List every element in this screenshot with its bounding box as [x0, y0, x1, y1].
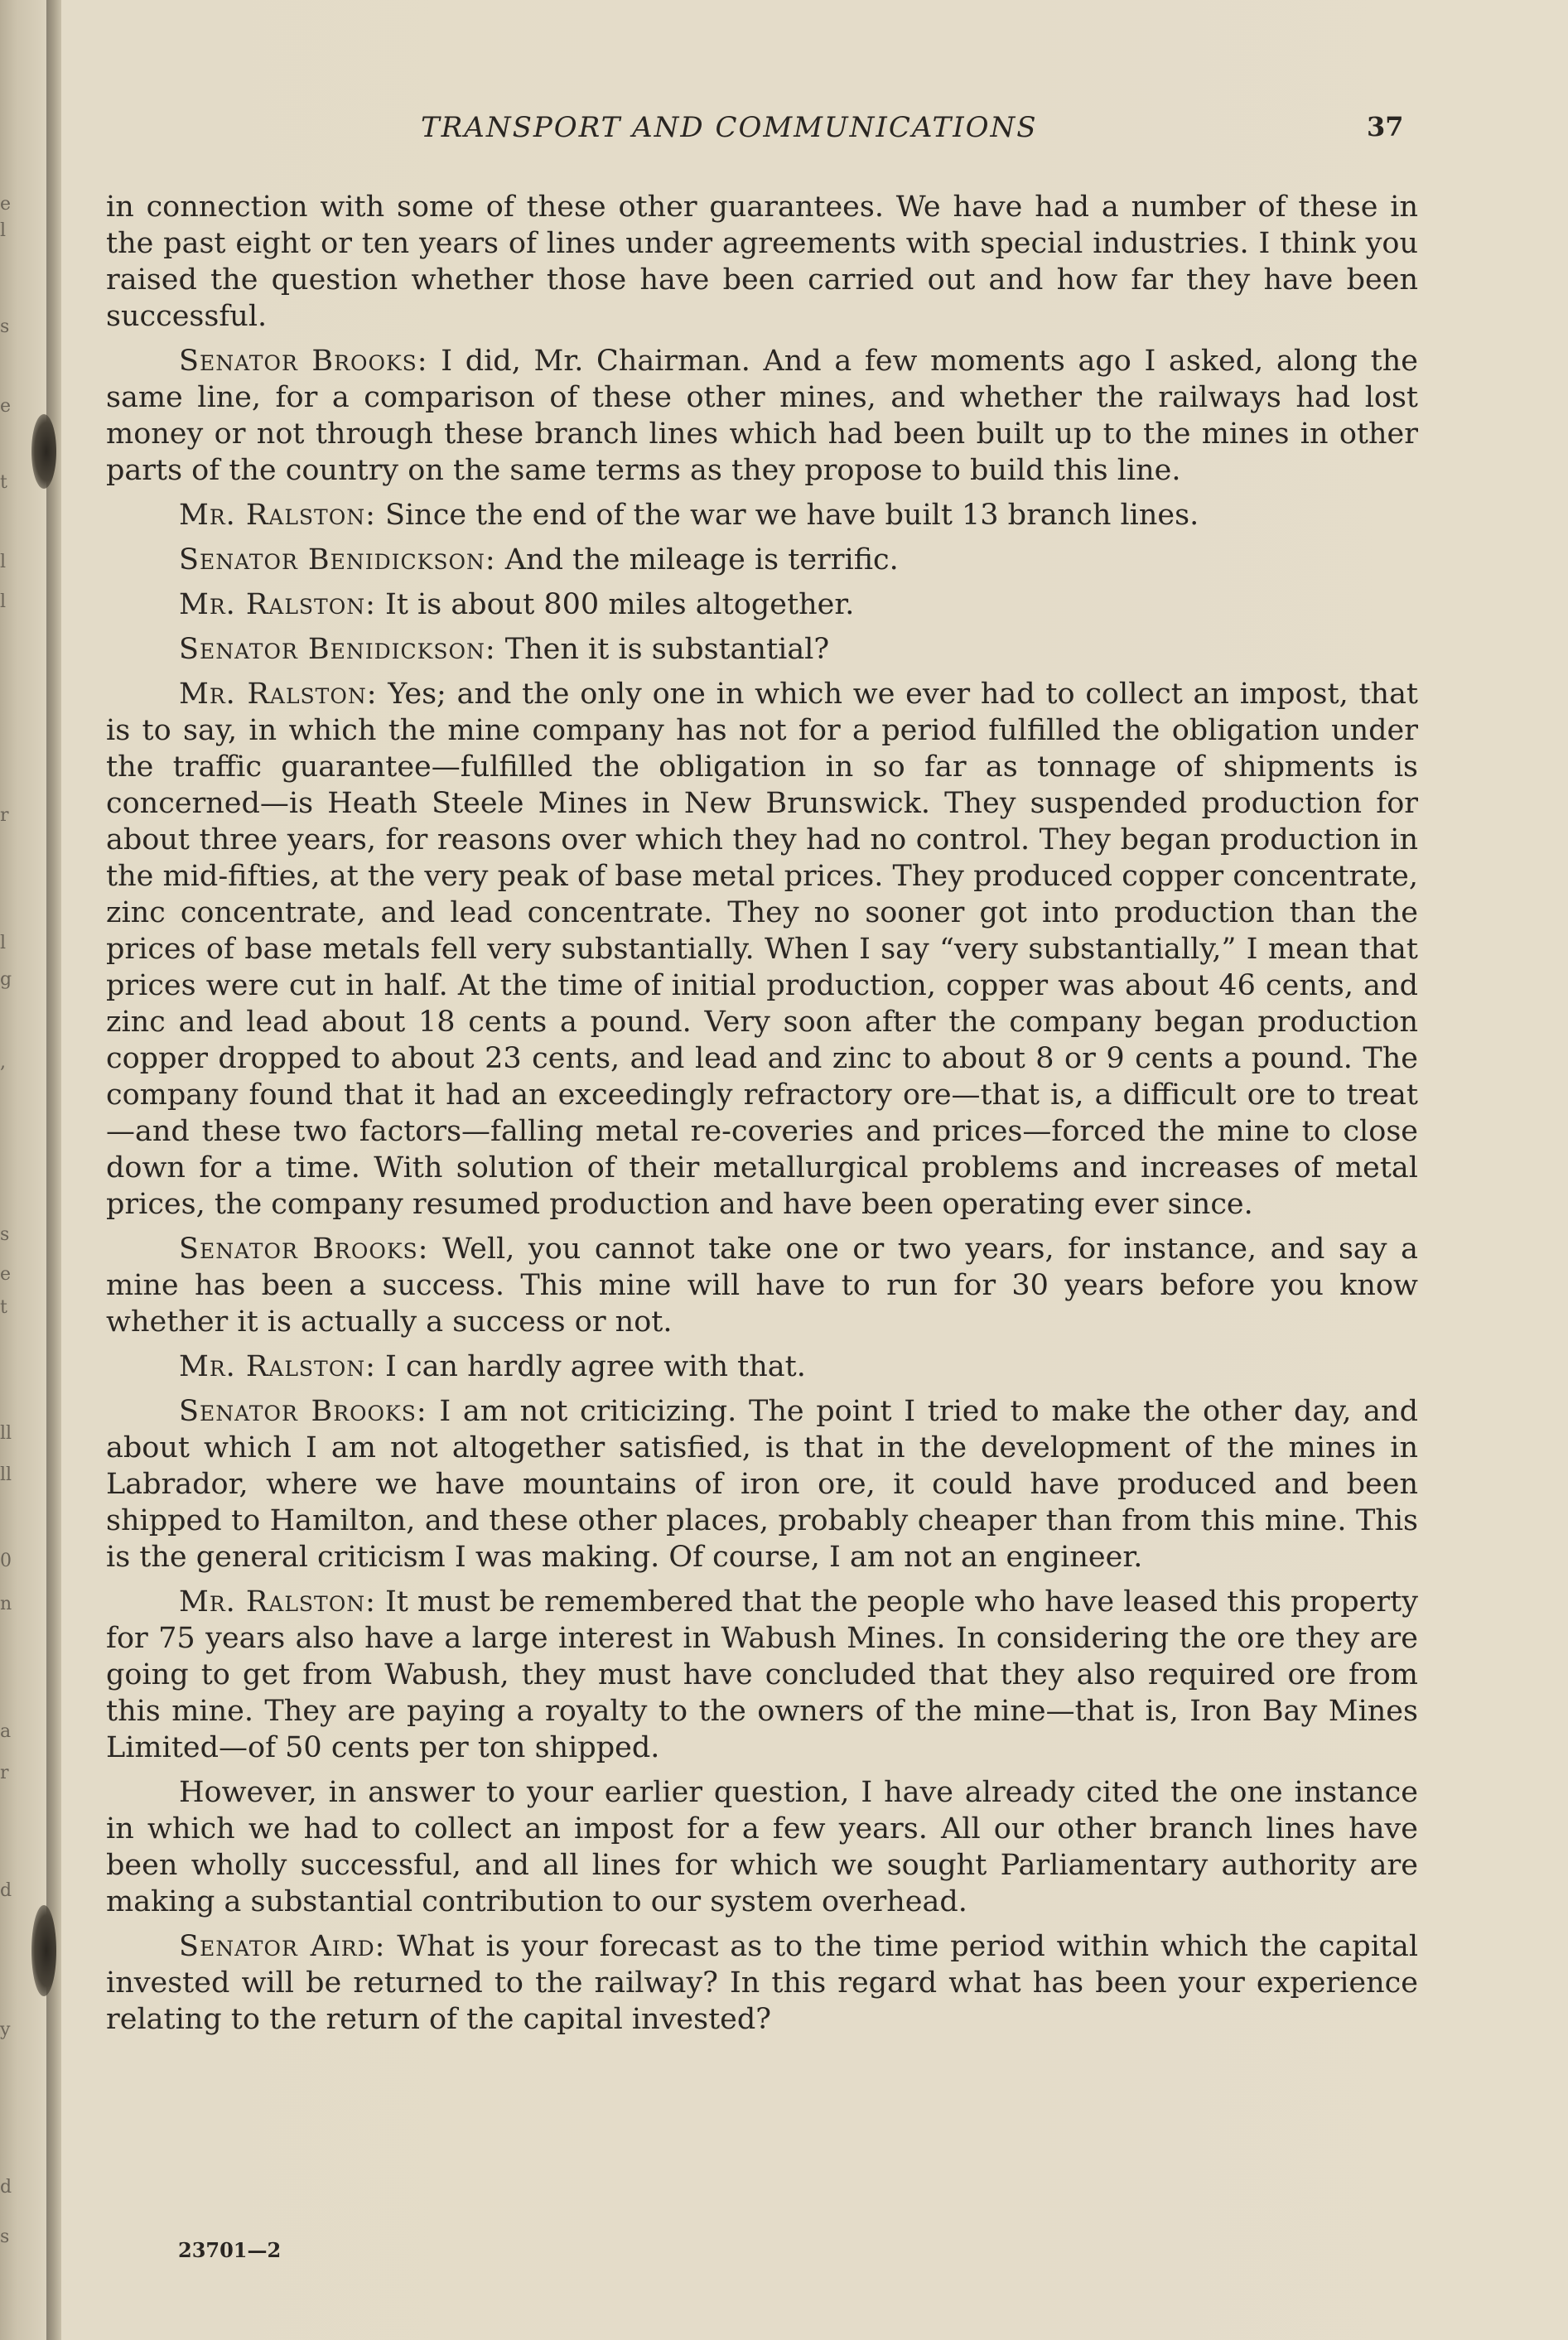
margin-bleed-mark: n [0, 1595, 12, 1614]
paragraph-5 [106, 586, 1418, 623]
margin-bleed-mark: s [0, 318, 10, 336]
speaker-name: Mr. Ralston: [179, 678, 378, 711]
paragraph-text: Then it is substantial? [495, 633, 830, 666]
margin-bleed-mark: 0 [0, 1552, 12, 1570]
margin-bleed-mark: t [0, 1299, 7, 1317]
page-number: 37 [1367, 111, 1404, 142]
speaker-name: Mr. Ralston: [179, 499, 376, 532]
margin-bleed-mark: e [0, 1266, 12, 1284]
binding-clip-top [31, 414, 56, 489]
margin-bleed-mark: l [0, 553, 7, 572]
speaker-name: Senator Benidickson: [179, 633, 496, 666]
paragraph-text: Yes; and the only one in which we ever had to collect an impost, that is to say, in which the mine company has not for a period fulfilled the obligation under the traffic guarantee—fulfilled the obligation in so far as tonnage of shipments is concerned—is Heath Steele Mines in New Brunswick. They suspended production for about three years, for reasons over which they had no control. They began production in the mid-fifties, at the very peak of base metal prices. They produced copper concentrate, zinc concentrate, and lead concentrate. They no sooner got into production than the prices of base metals fell very substantially. When I say “very substantially,” I mean that prices were cut in half. At the time of initial production, copper was about 46 cents, and zinc and lead about 18 cents a pound. Very soon after the company began production copper dropped to about 23 cents, and lead and zinc to about 8 or 9 cents a pound. The company found that it had an exceedingly refractory ore—that is, a difficult ore to treat—and these two factors—falling metal re-coveries and prices—forced the mine to close down for a time. With solution of their metallurgical problems and increases of metal prices, the company resumed production and have been operating ever since. [106, 678, 1418, 1221]
margin-bleed-mark: r [0, 807, 9, 825]
paragraph-8 [106, 1231, 1418, 1340]
paragraph-text: I am not criticizing. The point I tried to make the other day, and about which I am not altogether satisfied, is that in the development of the mines in Labrador, where we have mountains of iron ore, it could have produced and been shipped to Hamilton, and these other places, probably cheaper than from this mine. This is the general criticism I was making. Of course, I am not an engineer. [106, 1395, 1418, 1574]
paragraph-13 [106, 1928, 1418, 2038]
margin-bleed-mark: a [0, 1723, 12, 1741]
margin-bleed-mark: g [0, 971, 12, 989]
margin-bleed-mark: r [0, 1764, 9, 1783]
paragraph-text: I can hardly agree with that. [375, 1350, 806, 1383]
paragraph-3 [106, 497, 1418, 533]
speaker-name: Senator Brooks: [179, 1233, 429, 1266]
margin-bleed-mark: ll [0, 1466, 12, 1484]
paragraph-text: However, in answer to your earlier question, I have already cited the one instance in which we had to collect an impost for a few years. All our other branch lines have been wholly successful, and all lines for which we sought Parliamentary authority are making a substantial contribution to our system overhead. [106, 1776, 1418, 1918]
paragraph-text: Well, you cannot take one or two years, for instance, and say a mine has been a success. This mine will have to run for 30 years before you know whether it is actually a success or not. [106, 1233, 1418, 1339]
margin-bleed-mark: s [0, 1226, 10, 1244]
paragraph-12 [106, 1774, 1418, 1920]
paragraph-text: It must be remembered that the people who have leased this property for 75 years also have a large interest in Wabush Mines. In considering the ore they are going to get from Wabush, they must have concluded that they also required ore from this mine. They are paying a royalty to the owners of the mine—that is, Iron Bay Mines Limited—of 50 cents per ton shipped. [106, 1585, 1418, 1764]
paragraph-text: It is about 800 miles altogether. [375, 588, 855, 621]
margin-bleed-mark: l [0, 593, 7, 611]
margin-bleed-mark: l [0, 222, 7, 240]
margin-bleed-mark: e [0, 398, 12, 416]
binding-clip-bottom [31, 1905, 56, 1996]
speaker-name: Senator Aird: [179, 1930, 386, 1963]
speaker-name: Mr. Ralston: [179, 588, 376, 621]
running-title: TRANSPORT AND COMMUNICATIONS [421, 111, 1038, 144]
margin-bleed-mark: t [0, 474, 7, 492]
page-header [0, 108, 1568, 149]
margin-bleed-mark: e [0, 195, 12, 214]
paragraph-2 [106, 343, 1418, 489]
paragraph-1 [106, 189, 1418, 335]
speaker-name: Senator Brooks: [179, 345, 428, 378]
margin-bleed-mark: y [0, 2021, 11, 2039]
speaker-name: Mr. Ralston: [179, 1585, 376, 1619]
margin-bleed-mark: s [0, 2228, 10, 2246]
margin-bleed-mark: d [0, 1882, 12, 1900]
paragraph-7 [106, 676, 1418, 1223]
printer-signature: 23701—2 [178, 2238, 282, 2262]
margin-bleed-mark: d [0, 2178, 12, 2197]
paragraph-9 [106, 1349, 1418, 1385]
margin-bleed-mark: ll [0, 1425, 12, 1443]
paragraph-text: What is your forecast as to the time period within which the capital invested will be returned to the railway? In this regard what has been your experience relating to the return of the capital invested? [106, 1930, 1419, 2036]
body-text [106, 189, 1418, 2046]
paragraph-6 [106, 631, 1418, 668]
paragraph-text: Since the end of the war we have built 13 branch lines. [375, 499, 1199, 532]
speaker-name: Senator Brooks: [179, 1395, 427, 1428]
paragraph-text: And the mileage is terrific. [495, 543, 899, 577]
margin-bleed-mark: , [0, 1054, 6, 1072]
paragraph-11 [106, 1584, 1418, 1766]
speaker-name: Senator Benidickson: [179, 543, 496, 577]
paragraph-text: in connection with some of these other guarantees. We have had a number of these in the past eight or ten years of lines under agreements with special industries. I think you raised the question whether those have been carried out and how far they have been successful. [106, 191, 1418, 333]
paragraph-4 [106, 542, 1418, 578]
paragraph-10 [106, 1393, 1418, 1575]
paragraph-text: I did, Mr. Chairman. And a few moments ago I asked, along the same line, for a comparison of these other mines, and whether the railways had lost money or not through these branch lines which had been built up to the mines in other parts of the country on the same terms as they propose to build this line. [106, 345, 1419, 487]
margin-bleed-mark: l [0, 934, 7, 953]
speaker-name: Mr. Ralston: [179, 1350, 376, 1383]
